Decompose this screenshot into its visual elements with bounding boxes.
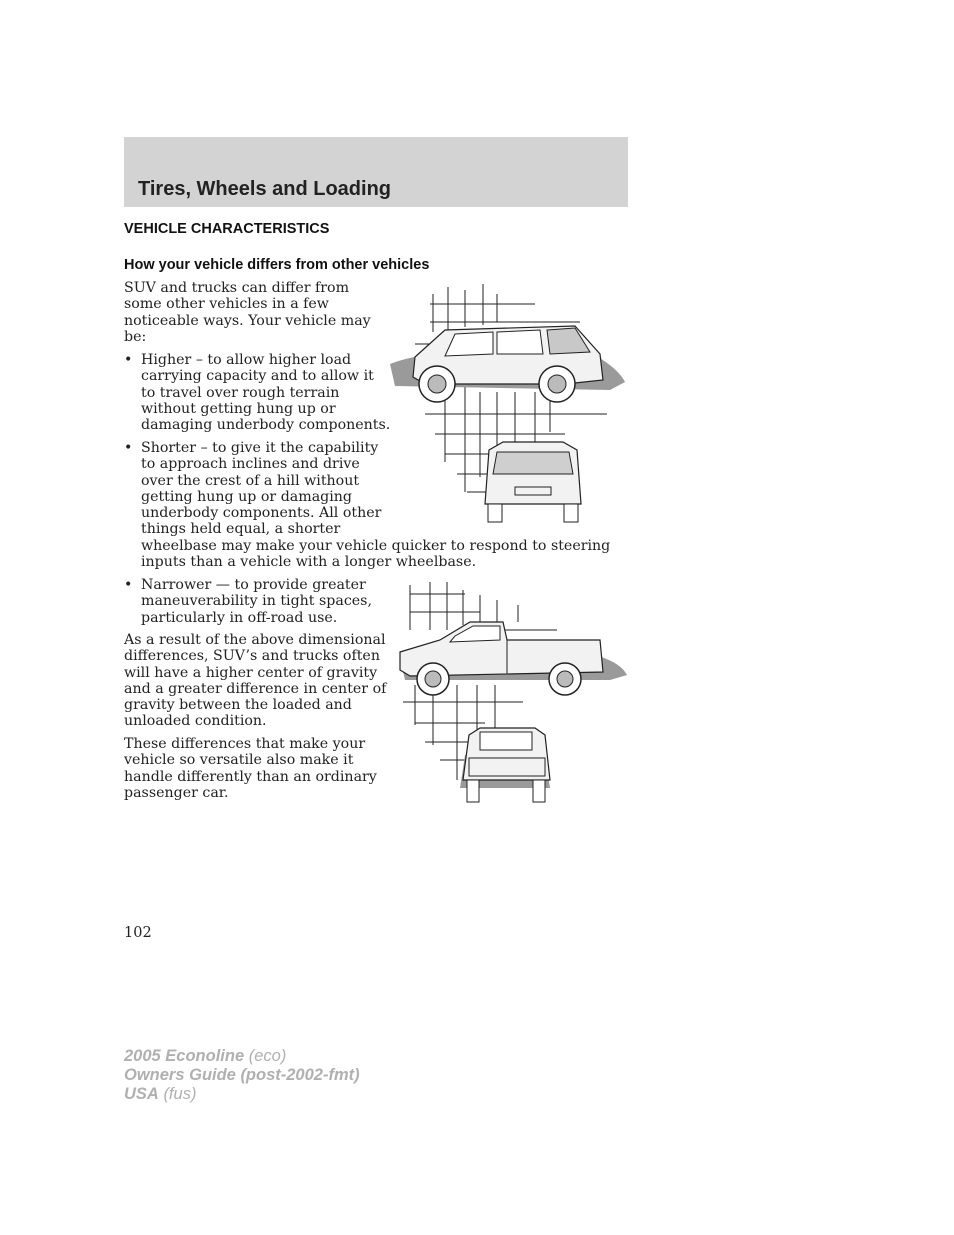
bullet-line: to travel over rough terrain bbox=[141, 384, 340, 401]
paragraph-line: passenger car. bbox=[124, 784, 229, 801]
footer-market: USA bbox=[124, 1085, 159, 1103]
bullet-line: damaging underbody components. bbox=[141, 417, 391, 434]
bullet-icon: • bbox=[124, 577, 133, 593]
subsection-title: How your vehicle differs from other vehicles bbox=[124, 257, 430, 273]
bullet-line: without getting hung up or bbox=[141, 400, 336, 417]
intro-line: SUV and trucks can differ from bbox=[124, 280, 350, 296]
intro-line: noticeable ways. Your vehicle may bbox=[124, 312, 371, 329]
paragraph-line: These differences that make your bbox=[124, 736, 366, 752]
footer-model: 2005 Econoline bbox=[124, 1047, 245, 1065]
bullet-line: Shorter – to give it the capability bbox=[141, 440, 379, 456]
bullet-icon: • bbox=[124, 352, 133, 368]
paragraph-line: unloaded condition. bbox=[124, 713, 267, 730]
bullet-line: Narrower — to provide greater bbox=[141, 577, 366, 593]
bullet-icon: • bbox=[124, 440, 133, 456]
bullet-higher bbox=[124, 352, 390, 433]
bullet-line: Higher – to allow higher load bbox=[141, 352, 352, 368]
bullet-narrower bbox=[124, 577, 372, 626]
paragraph-line: gravity between the loaded and bbox=[124, 697, 352, 714]
paragraph-line: and a greater difference in center of bbox=[124, 680, 387, 697]
bullet-line: to approach inclines and drive bbox=[141, 456, 360, 473]
paragraph-line: will have a higher center of gravity bbox=[124, 664, 378, 681]
paragraph-line: As a result of the above dimensional bbox=[124, 632, 386, 648]
intro-line: be: bbox=[124, 328, 147, 345]
bullet-line: over the crest of a hill without bbox=[141, 472, 360, 489]
section-title: VEHICLE CHARACTERISTICS bbox=[124, 221, 330, 237]
paragraph-line: vehicle so versatile also make it bbox=[124, 752, 354, 769]
intro-paragraph bbox=[124, 280, 371, 345]
suv-illustration bbox=[385, 282, 630, 527]
bullet-line: getting hung up or damaging bbox=[141, 488, 353, 505]
bullet-line: wheelbase may make your vehicle quicker to respond to steering bbox=[141, 537, 611, 554]
page-title: Tires, Wheels and Loading bbox=[138, 178, 392, 200]
differences-paragraph bbox=[124, 736, 377, 801]
paragraph-line: differences, SUV’s and trucks often bbox=[124, 648, 380, 665]
intro-line: some other vehicles in a few bbox=[124, 296, 329, 313]
footer bbox=[124, 1047, 360, 1104]
page-number: 102 bbox=[124, 925, 152, 941]
paragraph-line: handle differently than an ordinary bbox=[124, 768, 377, 785]
footer-guide: Owners Guide (post-2002-fmt) bbox=[124, 1066, 360, 1084]
bullet-line: underbody components. All other bbox=[141, 505, 382, 522]
pickup-illustration bbox=[385, 580, 630, 808]
bullet-line: things held equal, a shorter bbox=[141, 521, 341, 538]
center-of-gravity-paragraph bbox=[124, 632, 386, 730]
bullet-line: maneuverability in tight spaces, bbox=[141, 593, 372, 610]
bullet-line: particularly in off-road use. bbox=[141, 609, 338, 626]
bullet-line: carrying capacity and to allow it bbox=[141, 368, 374, 385]
footer-market-code: (fus) bbox=[163, 1085, 197, 1103]
footer-model-code: (eco) bbox=[248, 1047, 287, 1065]
bullet-line: inputs than a vehicle with a longer wheelbase. bbox=[141, 554, 477, 571]
